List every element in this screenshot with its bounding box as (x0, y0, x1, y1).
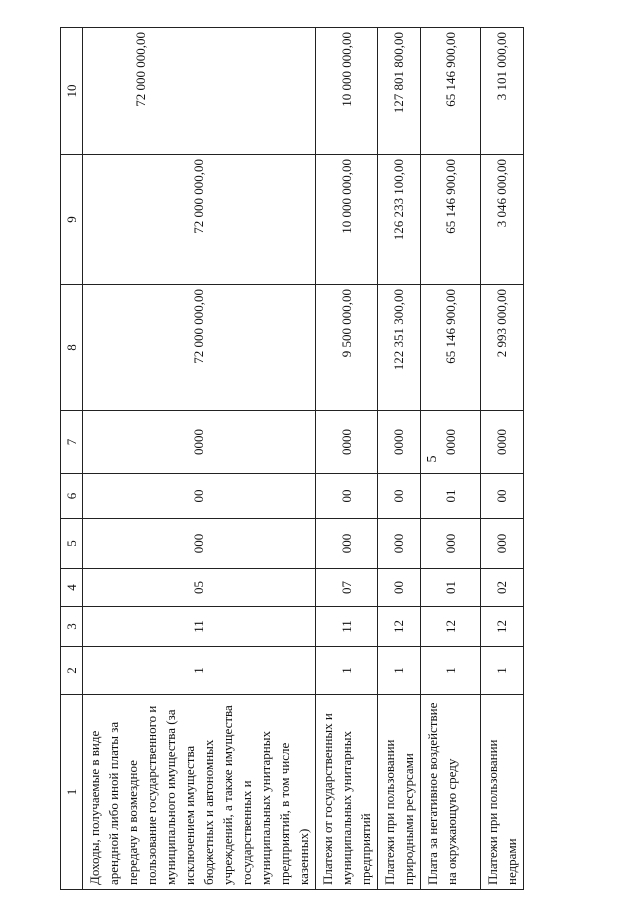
code-cell: 11 (316, 607, 378, 647)
code-cell: 0000 (421, 411, 481, 474)
code-cell: 12 (421, 607, 481, 647)
code-cell: 000 (316, 519, 378, 569)
row-name: Доходы, получаемые в виде арендной либо иной платы за передачу в возмездное пользование государственного и муниципального имущества (за исключением имущества бюджетных и автономных учреждений, а также имущества государственных и муниципальных унитарных предприятий, в том числе казенных) (83, 695, 316, 890)
code-cell: 01 (421, 474, 481, 519)
amount-cell: 72 000 000,00 (83, 155, 316, 285)
header-cell: 8 (61, 285, 83, 411)
code-cell: 0000 (316, 411, 378, 474)
row-name: Платежи от государственных и муниципальных унитарных предприятий (316, 695, 378, 890)
header-cell: 9 (61, 155, 83, 285)
code-cell: 000 (378, 519, 421, 569)
code-cell: 0000 (83, 411, 316, 474)
code-cell: 00 (316, 474, 378, 519)
amount-cell: 10 000 000,00 (316, 155, 378, 285)
code-cell: 00 (481, 474, 524, 519)
header-row (61, 28, 83, 890)
header-cell: 3 (61, 607, 83, 647)
amount-cell: 3 046 000,00 (481, 155, 524, 285)
revenue-table-container (60, 28, 519, 890)
amount-cell: 9 500 000,00 (316, 285, 378, 411)
page-number: 5 (425, 455, 440, 463)
code-cell: 12 (481, 607, 524, 647)
row-name: Платежи при пользовании недрами (481, 695, 524, 890)
amount-cell: 72 000 000,00 (83, 28, 316, 155)
code-cell: 00 (378, 474, 421, 519)
header-cell: 5 (61, 519, 83, 569)
code-cell: 000 (481, 519, 524, 569)
code-cell: 01 (421, 569, 481, 607)
code-cell: 1 (83, 647, 316, 695)
amount-cell: 127 801 800,00 (378, 28, 421, 155)
code-cell: 1 (316, 647, 378, 695)
revenue-table (60, 27, 524, 890)
code-cell: 1 (481, 647, 524, 695)
table-row (83, 28, 316, 890)
code-cell: 1 (378, 647, 421, 695)
amount-cell: 72 000 000,00 (83, 285, 316, 411)
header-cell: 6 (61, 474, 83, 519)
header-cell: 2 (61, 647, 83, 695)
code-cell: 0000 (378, 411, 421, 474)
header-cell: 10 (61, 28, 83, 155)
amount-cell: 122 351 300,00 (378, 285, 421, 411)
amount-cell: 3 101 000,00 (481, 28, 524, 155)
header-cell: 1 (61, 695, 83, 890)
table-row (378, 28, 421, 890)
code-cell: 11 (83, 607, 316, 647)
code-cell: 000 (83, 519, 316, 569)
amount-cell: 65 146 900,00 (421, 285, 481, 411)
code-cell: 07 (316, 569, 378, 607)
table-row (421, 28, 481, 890)
amount-cell: 65 146 900,00 (421, 28, 481, 155)
row-name: Платежи при пользовании природными ресурсами (378, 695, 421, 890)
table-row (316, 28, 378, 890)
code-cell: 000 (421, 519, 481, 569)
code-cell: 12 (378, 607, 421, 647)
code-cell: 00 (378, 569, 421, 607)
table-row (481, 28, 524, 890)
code-cell: 1 (421, 647, 481, 695)
row-name: Плата за негативное воздействие на окружающую среду (421, 695, 481, 890)
amount-cell: 126 233 100,00 (378, 155, 421, 285)
code-cell: 02 (481, 569, 524, 607)
header-cell: 7 (61, 411, 83, 474)
amount-cell: 2 993 000,00 (481, 285, 524, 411)
code-cell: 05 (83, 569, 316, 607)
amount-cell: 65 146 900,00 (421, 155, 481, 285)
header-cell: 4 (61, 569, 83, 607)
code-cell: 00 (83, 474, 316, 519)
code-cell: 0000 (481, 411, 524, 474)
amount-cell: 10 000 000,00 (316, 28, 378, 155)
